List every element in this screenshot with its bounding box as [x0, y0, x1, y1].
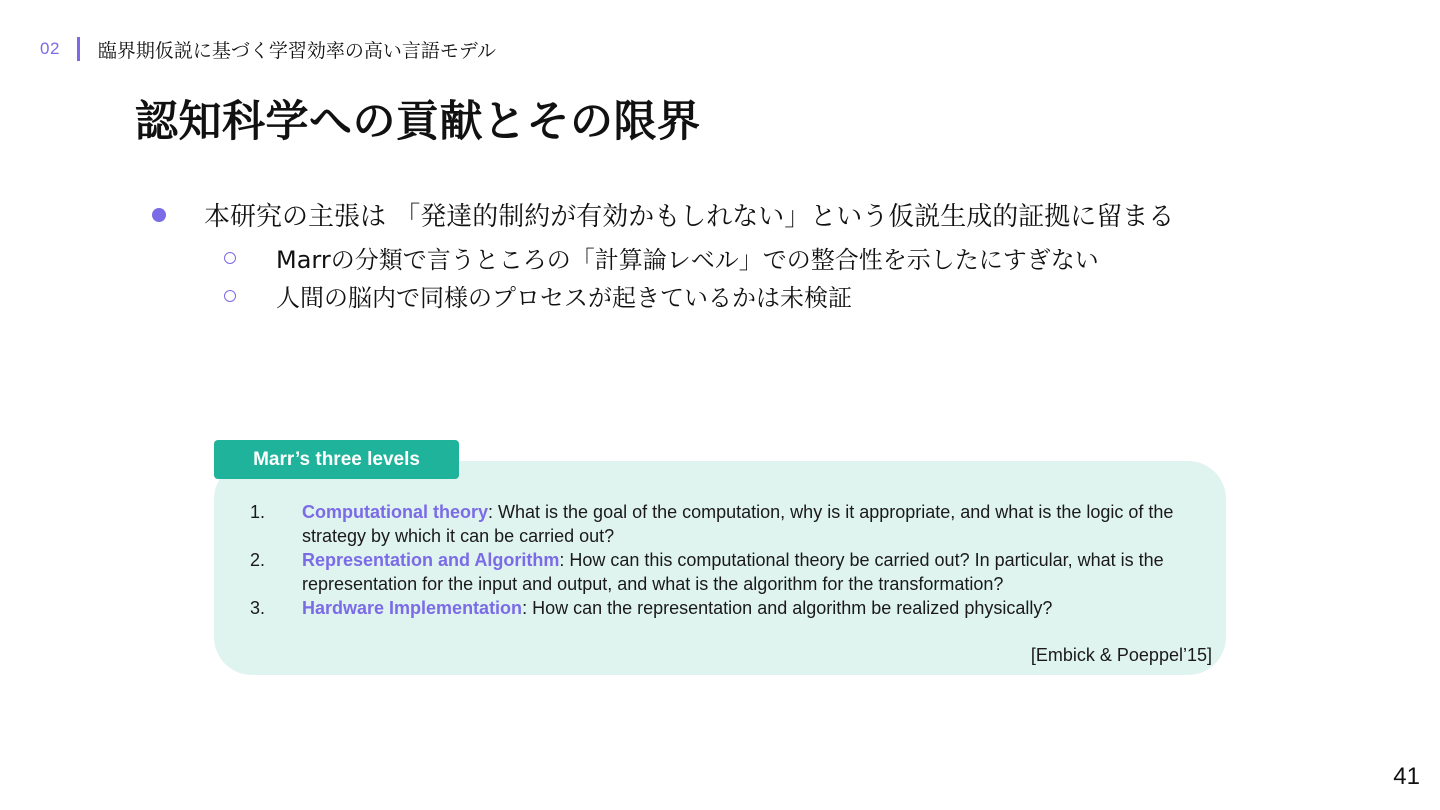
- item-term: Representation and Algorithm: [302, 550, 560, 570]
- item-text: [302, 548, 1202, 596]
- section-divider: [77, 37, 80, 61]
- section-header: [40, 36, 496, 62]
- marr-box-label: Marr’s three levels: [214, 440, 459, 479]
- sub-bullet-text: Marrの分類で言うところの「計算論レベル」での整合性を示したにすぎない: [276, 246, 1099, 274]
- item-number: 1.: [250, 502, 266, 522]
- item-description: : What is the goal of the computation, why is it appropriate, and what is the logic of the strategy by which it can be carried out?: [302, 502, 1174, 546]
- marr-level-item: [250, 596, 1210, 620]
- section-title: 臨界期仮説に基づく学習効率の高い言語モデル: [97, 39, 496, 62]
- section-number: 02: [40, 39, 60, 58]
- item-term: Computational theory: [302, 502, 489, 522]
- page-number: 41: [1393, 763, 1420, 790]
- bullet-text: 本研究の主張は 「発達的制約が有効かもしれない」という仮説生成的証拠に留まる: [204, 202, 1175, 232]
- marr-level-item: [250, 500, 1210, 548]
- item-text: [302, 500, 1202, 548]
- citation: [Embick & Poeppel’15]: [1030, 645, 1212, 665]
- sub-bullet-text: 人間の脳内で同様のプロセスが起きているかは未検証: [276, 284, 852, 312]
- sub-bullet-item: [224, 278, 852, 313]
- bullet-circle-icon: [224, 290, 236, 302]
- item-description: : How can this computational theory be carried out? In particular, what is the representation for the input and output, and what is the algorithm for the transformation?: [302, 550, 1164, 594]
- marr-levels-list: [250, 500, 1210, 620]
- sub-bullet-item: [224, 240, 1099, 275]
- item-description: : How can the representation and algorithm be realized physically?: [522, 598, 1053, 618]
- slide-title: 認知科学への貢献とその限界: [135, 97, 701, 147]
- bullet-circle-icon: [224, 252, 236, 264]
- item-text: [302, 596, 1202, 620]
- marr-level-item: [250, 548, 1210, 596]
- item-number: 3.: [250, 598, 266, 618]
- item-term: Hardware Implementation: [302, 598, 523, 618]
- bullet-item: [152, 196, 1174, 233]
- bullet-dot-icon: [152, 208, 166, 222]
- item-number: 2.: [250, 550, 266, 570]
